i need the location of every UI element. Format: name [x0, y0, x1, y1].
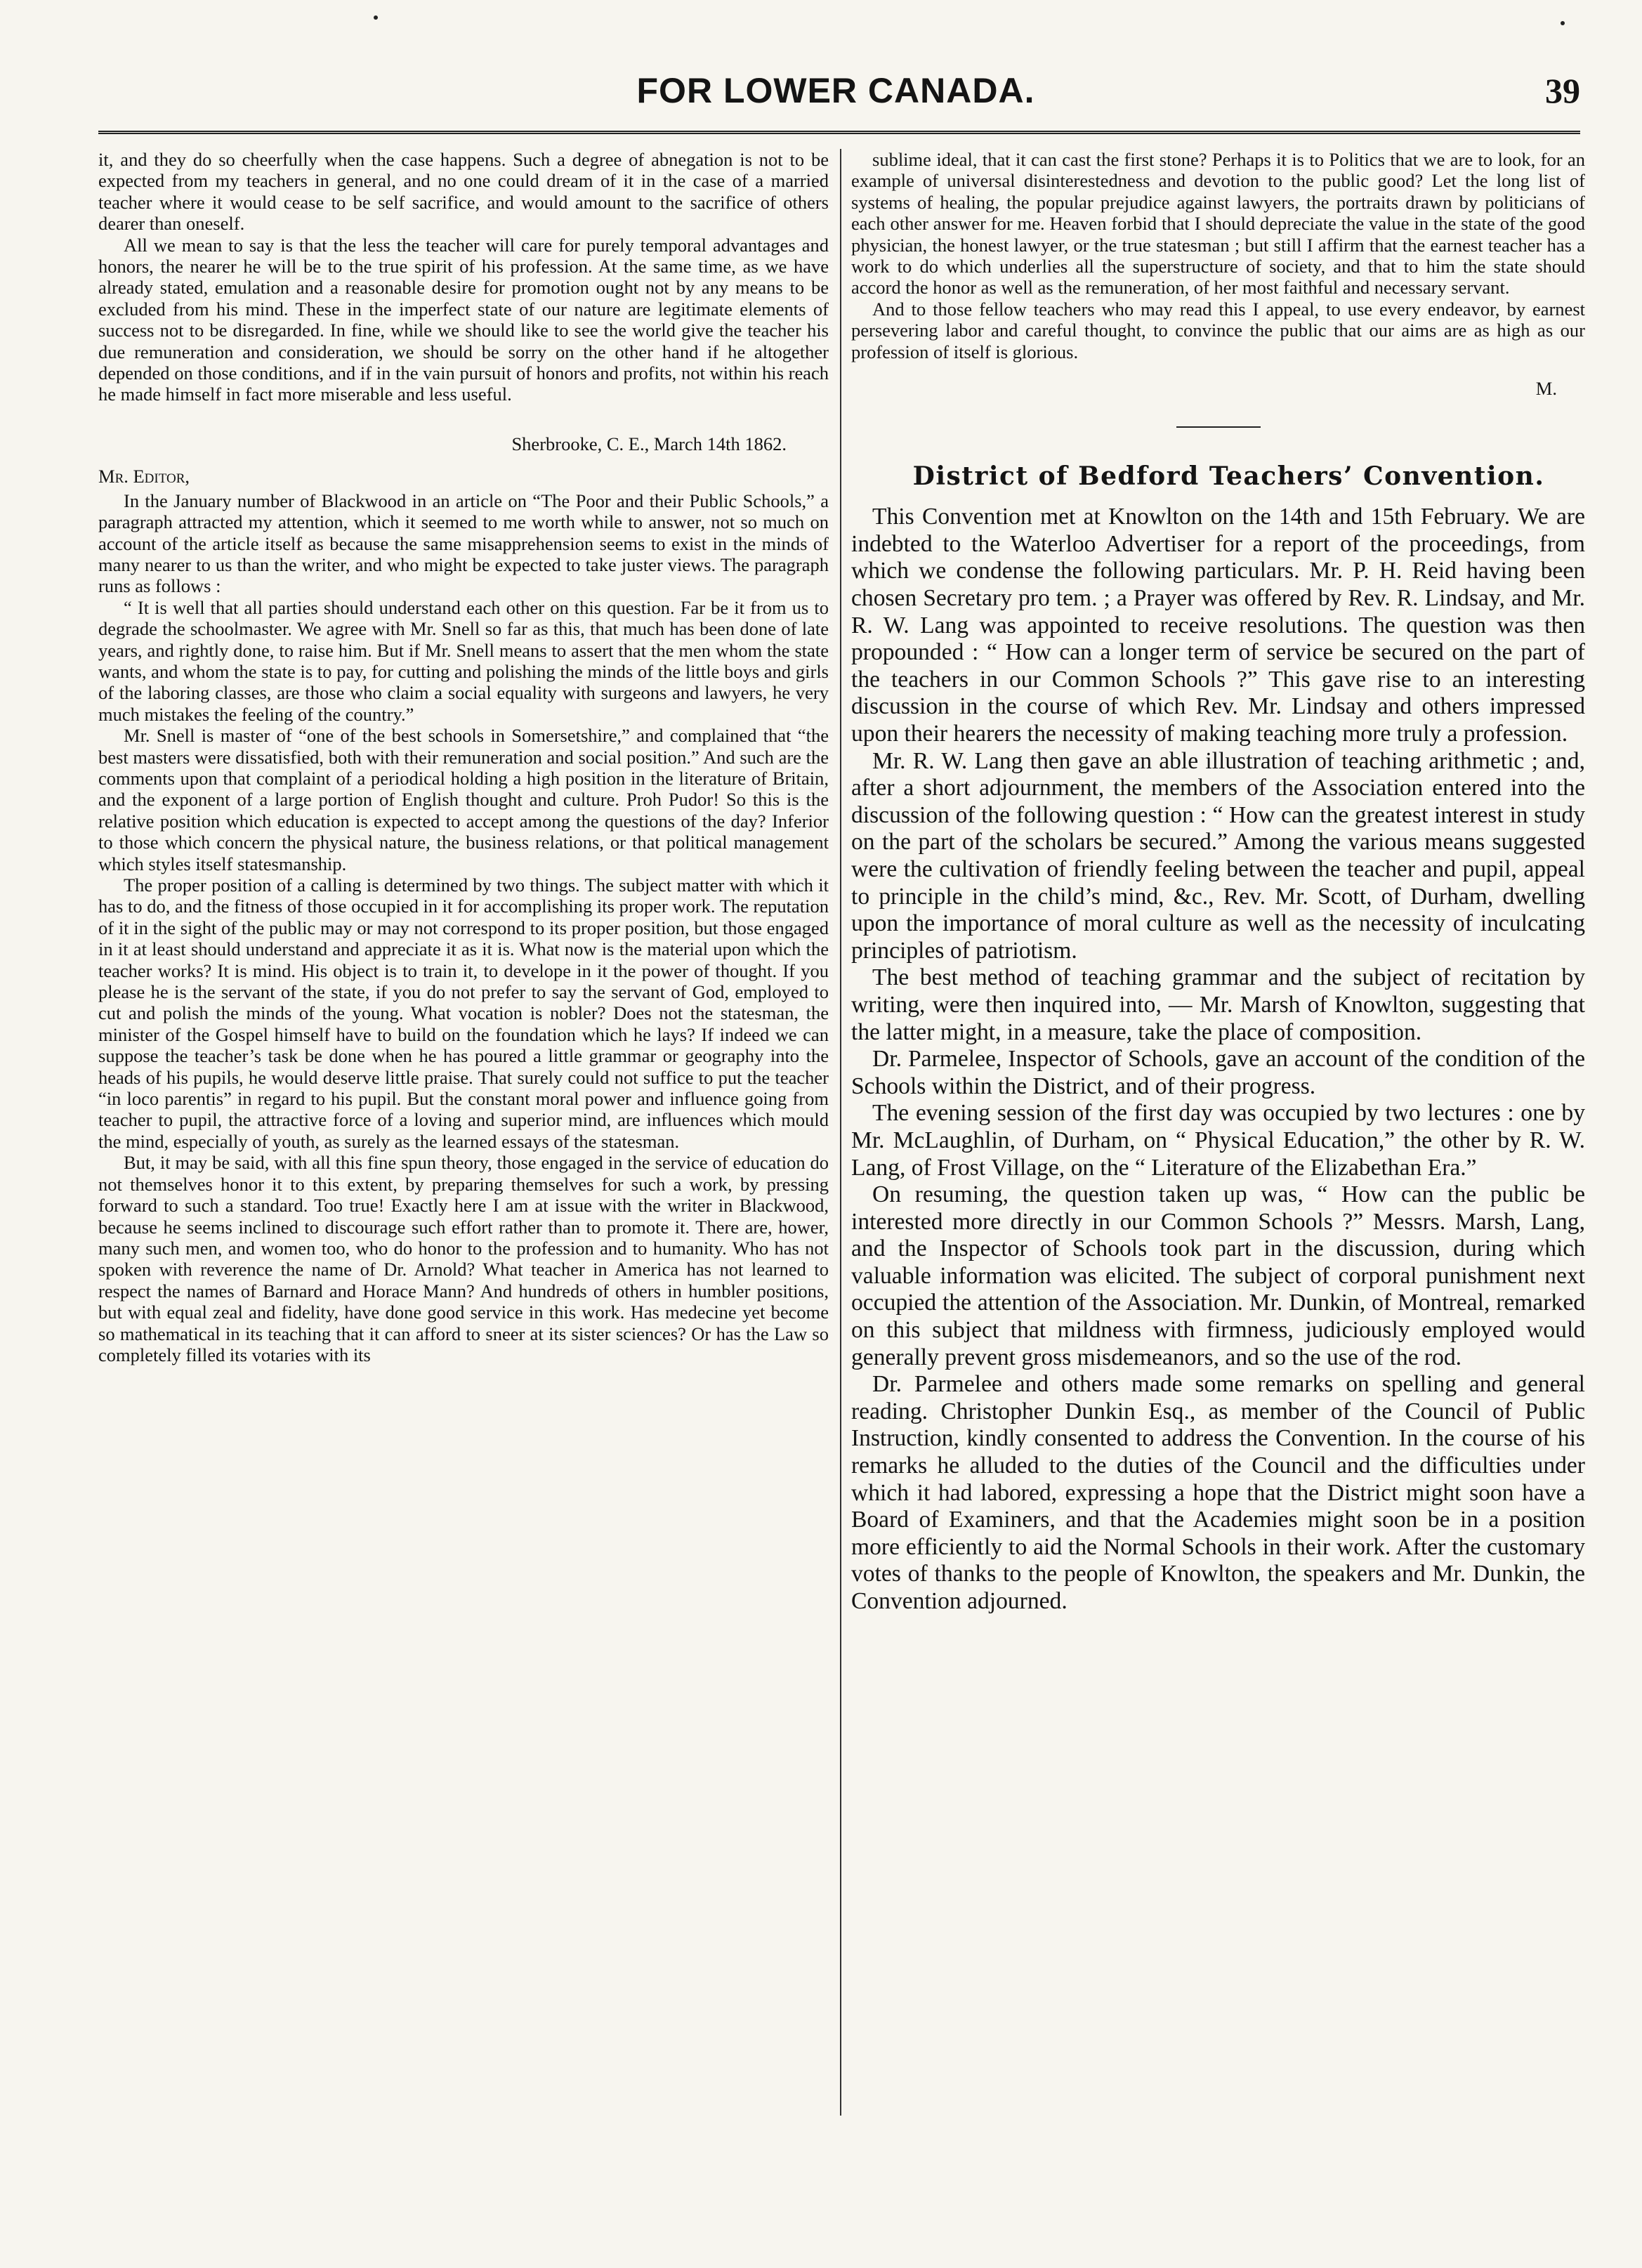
paragraph: But, it may be said, with all this fine spun theory, those engaged in the service of education do not themselves honor it to this extent, by preparing themselves for such a work, by pressing forward to such a standard. Too true! Exactly here I am at issue with the writer in Blackwood, because he seems inclined to discourage such effort rather than to promote it. There are, hower, many such men, and women too, who do honor to the profession and to humanity. Who has not spoken with reverence the name of Dr. Arnold? What teacher in America has not learned to respect the names of Barnard and Horace Mann? And hundreds of others in humbler positions, but with equal zeal and fidelity, have done good service in this work. Has medecine yet become so mathematical in its teaching that it can afford to sneer at its sister sciences? Or has the Law so completely filled its votaries with its — [98, 1152, 829, 1365]
paragraph: The best method of teaching grammar and the subject of recitation by writing, were then inquired into, — Mr. Marsh of Knowlton, suggesting that the latter might, in a measure, take the place of composition. — [851, 964, 1585, 1045]
paragraph: Mr. R. W. Lang then gave an able illustration of teaching arithmetic ; and, after a short adjournment, the members of the Association entered into the discussion of the following question : “ How can the greatest interest in study on the part of the scholars be secured.” Among the various means suggested were the cultivation of friendly feeling between the teacher and pupil, appeal to principle in the child’s mind, &c., Rev. Mr. Scott, of Durham, dwelling upon the importance of moral culture as well as the necessity of inculcating principles of patriotism. — [851, 747, 1585, 964]
paragraph: Dr. Parmelee and others made some remarks on spelling and general reading. Christopher Dunkin Esq., as member of the Council of Public Instruction, kindly consented to address the Convention. In the course of his remarks he alluded to the duties of the Council and the difficulties under which it had labored, expressing a hope that the District might soon have a Board of Examiners, and that the Academies might soon be in a position more efficiently to aid the Normal Schools in their work. After the customary votes of thanks to the people of Knowlton, the speakers and Mr. Dunkin, the Convention adjourned. — [851, 1371, 1585, 1614]
paragraph: This Convention met at Knowlton on the 14th and 15th February. We are indebted to the Waterloo Advertiser for a report of the proceedings, from which we condense the following particulars. Mr. P. H. Reid having been chosen Secretary pro tem. ; a Prayer was offered by Rev. R. Lindsay, and Mr. R. W. Lang was appointed to receive resolutions. The question was then propounded : “ How can a longer term of service be secured on the part of the teachers in our Common Schools ?” This gave rise to an interesting discussion in the course of which Rev. Mr. Lindsay and others impressed upon their hearers the necessity of making teaching more truly a profession. — [851, 504, 1585, 747]
paragraph: In the January number of Blackwood in an article on “The Poor and their Public Schools,” a paragraph attracted my attention, which it seemed to me worth while to answer, not so much on account of the article itself as because the same misapprehension seems to exist in the minds of many nearer to us than the writer, and who might be expected to take juster views. The paragraph runs as follows : — [98, 490, 829, 597]
page-header — [91, 70, 1580, 126]
paragraph: And to those fellow teachers who may read this I appeal, to use every endeavor, by earnest persevering labor and careful thought, to convince the public that our aims are as high as our profession of itself is glorious. — [851, 298, 1585, 362]
header-rule — [98, 131, 1580, 134]
quoted-paragraph: “ It is well that all parties should understand each other on this question. Far be it from us to degrade the schoolmaster. We agree with Mr. Snell so far as this, that much has been done of late years, and rightly done, to raise him. But if Mr. Snell means to assert that the men whom the state wants, and whom the state is to pay, for cutting and polishing the minds of the little boys and girls of the laboring classes, are those who claim a social equality with surgeons and lawyers, he very much mistakes the feeling of the country.” — [98, 596, 829, 725]
paragraph: All we mean to say is that the less the teacher will care for purely temporal advantages and honors, the nearer he will be to the true spirit of his profession. At the same time, as we have already stated, emulation and a reasonable desire for promotion ought not by any means to be excluded from his mind. These in the imperfect state of our nature are legitimate elements of success not to be disregarded. In fine, while we should like to see the world give the teacher his due remuneration and consideration, we should be sorry on the other hand if he altogether depended on those conditions, and if in the vain pursuit of honors and profits, not within his reach he made himself in fact more miserable and less useful. — [98, 234, 829, 405]
paragraph: sublime ideal, that it can cast the first stone? Perhaps it is to Politics that we are to look, for an example of universal disinterestedness and devotion to the public good? Let the long list of systems of healing, the popular prejudice against lawyers, the portraits drawn by politicians of each other answer for me. Heaven forbid that I should depreciate the value in the state of the good physician, the honest lawyer, or the true statesman ; but still I affirm that the earnest teacher has a work to do which underlies all the superstructure of society, and that to him the state should accord the honor as well as the remuneration, of her most faithful and necessary servant. — [851, 149, 1585, 299]
letter-signature: M. — [1535, 378, 1557, 400]
paragraph: Mr. Snell is master of “one of the best schools in Somersetshire,” and complained that “the best masters were dissatisfied, both with their remuneration and social position.” And such are the comments upon that complaint of a periodical holding a high position in the literature of Britain, and the exponent of a large portion of English thought and culture. Proh Pudor! So this is the relative position which education is expected to accept among the questions of the day? Inferior to those which concern the physical nature, the business relations, or that political management which styles itself statesmanship. — [98, 725, 829, 874]
letter-salutation: Mr. Editor, — [98, 466, 190, 487]
right-column — [851, 149, 1585, 2142]
column-divider — [840, 149, 841, 2116]
paragraph: Dr. Parmelee, Inspector of Schools, gave an account of the condition of the Schools within the District, and of their progress. — [851, 1046, 1585, 1099]
paragraph: The proper position of a calling is determined by two things. The subject matter with which it has to do, and the fitness of those occupied in it for accomplishing its proper work. The reputation of it in the sight of the public may or may not correspond to its proper position, but those engaged in it at least should understand and appreciate it as it is. What now is the material upon which the teacher works? It is mind. His object is to train it, to develope in it the power of thought. If you please he is the servant of the state, if you do not prefer to say the servant of God, employed to cut and polish the minds of the young. What vocation is nobler? Does not the statesman, the minister of the Gospel himself have to build on the foundation which he lays? If indeed we can suppose the teacher’s task be done when he has poured a little grammar or geography into the heads of his pupils, he would deserve little praise. That surely could not suffice to put the teacher “in loco parentis” in regard to his pupil. But the constant moral power and influence going from teacher to pupil, the attractive force of a loving and superior mind, are influences which mould the mind, especially of youth, as surely as the learned essays of the statesman. — [98, 874, 829, 1152]
section-heading: District of Bedford Teachers’ Convention. — [912, 461, 1545, 491]
section-separator — [1176, 426, 1261, 428]
paragraph: it, and they do so cheerfully when the case happens. Such a degree of abnegation is not to be expected from my teachers in general, and no one could dream of it in the case of a married teacher where it would cease to be self sacrifice, and would amount to the sacrifice of others dearer than oneself. — [98, 149, 829, 235]
paragraph: On resuming, the question taken up was, “ How can the public be interested more directly in our Common Schools ?” Messrs. Marsh, Lang, and the Inspector of Schools took part in the discussion, during which valuable information was elicited. The subject of corporal punishment next occupied the attention of the Association. Mr. Dunkin, of Montreal, remarked on this subject that mildness with firmness, judiciously employed would generally prevent gross misdemeanors, and so the use of the rod. — [851, 1181, 1585, 1370]
page-number: 39 — [1545, 71, 1580, 110]
left-column — [98, 149, 829, 2142]
letter-dateline: Sherbrooke, C. E., March 14th 1862. — [511, 433, 787, 454]
paragraph: The evening session of the first day was occupied by two lectures : one by Mr. McLaughlin, of Durham, on “ Physical Education,” the other by R. W. Lang, of Frost Village, on the “ Literature of the Elizabethan Era.” — [851, 1100, 1585, 1181]
running-title: FOR LOWER CANADA. — [636, 71, 1035, 110]
